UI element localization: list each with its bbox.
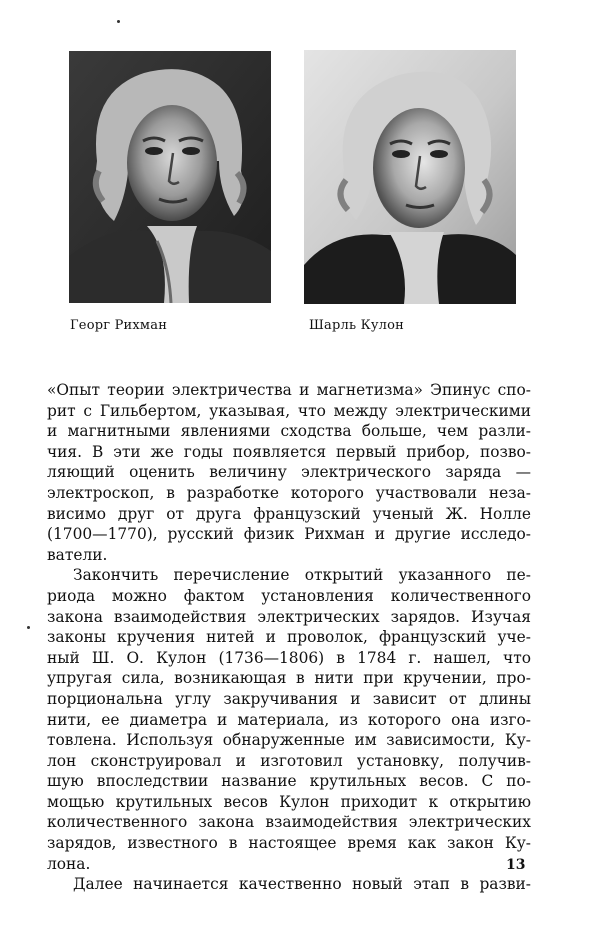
print-speck xyxy=(27,626,30,629)
text-line: количественного закона взаимодействия электрических xyxy=(47,813,531,832)
text-line: законы кручения нитей и проволок, французский уче- xyxy=(47,628,531,647)
text-line: ватели. xyxy=(47,545,108,564)
text-line: нити, ее диаметра и материала, из которого она изго- xyxy=(47,710,531,729)
text-line: ляющий оценить величину электрического заряда — xyxy=(47,463,531,482)
text-line: чия. В эти же годы появляется первый прибор, позво- xyxy=(47,442,531,461)
text-line: упругая сила, возникающая в нити при кручении, про- xyxy=(47,669,531,688)
portrait-coulomb-image xyxy=(304,50,516,304)
paragraph-2 xyxy=(47,565,531,874)
text-line: порциональна углу закручивания и зависит от длины xyxy=(47,689,531,708)
text-line: рит с Гильбертом, указывая, что между электрическими xyxy=(47,401,531,420)
caption-coulomb: Шарль Кулон xyxy=(309,318,405,333)
portrait-coulomb xyxy=(304,50,516,304)
text-line: электроскоп, в разработке которого участвовали неза- xyxy=(47,483,531,502)
text-line: висимо друг от друга французский ученый Ж. Нолле xyxy=(47,504,531,523)
text-line: Закончить перечисление открытий указанного пе- xyxy=(73,566,531,585)
text-line: (1700—1770), русский физик Рихман и другие исследо- xyxy=(47,525,531,544)
text-line: ный Ш. О. Кулон (1736—1806) в 1784 г. нашел, что xyxy=(47,648,531,667)
text-line: и магнитными явлениями сходства больше, чем разли- xyxy=(47,422,531,441)
caption-richmann: Георг Рихман xyxy=(70,318,168,333)
paragraph-3 xyxy=(47,874,531,895)
text-line: риода можно фактом установления количественного xyxy=(47,586,531,605)
text-line: мощью крутильных весов Кулон приходит к открытию xyxy=(47,792,531,811)
print-speck xyxy=(117,20,120,23)
text-line: зарядов, известного в настоящее время как закон Ку- xyxy=(47,834,531,853)
text-line: Далее начинается качественно новый этап в разви- xyxy=(73,875,531,894)
text-line: лон сконструировал и изготовил установку, получив- xyxy=(47,751,531,770)
text-line: закона взаимодействия электрических зарядов. Изучая xyxy=(47,607,531,626)
text-line: товлена. Используя обнаруженные им зависимости, Ку- xyxy=(47,731,531,750)
portrait-richmann xyxy=(69,51,271,303)
body-text xyxy=(47,380,531,895)
portrait-richmann-image xyxy=(69,51,271,303)
text-line: шую впоследствии название крутильных весов. С по- xyxy=(47,772,531,791)
paragraph-1 xyxy=(47,380,531,565)
page-number: 13 xyxy=(506,857,526,873)
text-line: «Опыт теории электричества и магнетизма» Эпинус спо- xyxy=(47,381,531,399)
text-line: лона. xyxy=(47,854,91,873)
